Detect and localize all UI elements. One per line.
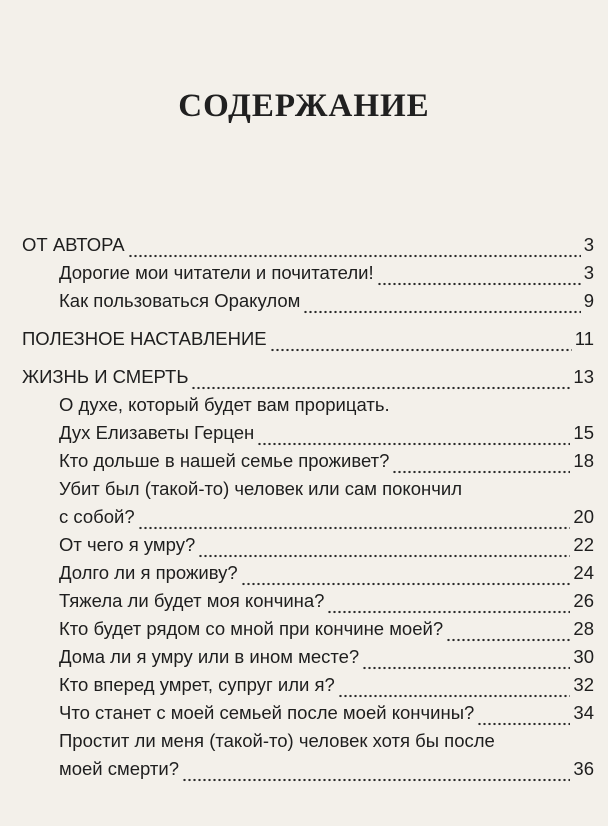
- dot-leader: [446, 621, 570, 643]
- dot-leader: [327, 593, 570, 615]
- toc-entry[interactable]: [22, 643, 594, 671]
- toc-entry-text: Кто дольше в нашей семье проживет?: [59, 450, 390, 471]
- toc-page-number: 28: [573, 618, 594, 639]
- table-of-contents: [22, 231, 594, 783]
- toc-page-number: 24: [573, 562, 594, 583]
- dot-leader: [257, 425, 570, 447]
- dot-leader: [392, 453, 570, 475]
- toc-entry-text: ПОЛЕЗНОЕ НАСТАВЛЕНИЕ: [22, 328, 267, 349]
- dot-leader: [241, 565, 571, 587]
- dot-leader: [191, 369, 570, 391]
- toc-entry[interactable]: [22, 259, 594, 287]
- toc-entry-text-line: Простит ли меня (такой-то) человек хотя бы после: [59, 730, 495, 751]
- toc-entry-section[interactable]: [22, 231, 594, 259]
- dot-leader: [128, 237, 581, 259]
- toc-entry-text-line: Убит был (такой-то) человек или сам покончил: [59, 478, 462, 499]
- toc-page-number: 15: [573, 422, 594, 443]
- toc-entry-text: Долго ли я проживу?: [59, 562, 238, 583]
- dot-leader: [377, 265, 581, 287]
- toc-entry-text: моей смерти?: [59, 758, 180, 779]
- section-gap: [22, 353, 594, 363]
- toc-page-number: 34: [573, 702, 594, 723]
- toc-entry-text: с собой?: [59, 506, 135, 527]
- toc-entry[interactable]: [22, 755, 594, 783]
- toc-entry[interactable]: [22, 447, 594, 475]
- toc-entry-text: Кто будет рядом со мной при кончине моей?: [59, 618, 444, 639]
- toc-page-number: 22: [573, 534, 594, 555]
- toc-page-number: 13: [573, 366, 594, 387]
- toc-entry-text: ОТ АВТОРА: [22, 234, 125, 255]
- page-title: СОДЕРЖАНИЕ: [178, 88, 430, 124]
- toc-entry[interactable]: [22, 287, 594, 315]
- toc-page-number: 32: [573, 674, 594, 695]
- toc-entry[interactable]: [22, 559, 594, 587]
- dot-leader: [362, 649, 570, 671]
- toc-entry-text: Дома ли я умру или в ином месте?: [59, 646, 360, 667]
- toc-page-number: 30: [573, 646, 594, 667]
- dot-leader: [138, 509, 571, 531]
- toc-entry-text: Кто вперед умрет, супруг или я?: [59, 674, 335, 695]
- toc-page-number: 26: [573, 590, 594, 611]
- toc-page-number: 3: [583, 262, 594, 283]
- toc-entry[interactable]: [22, 531, 594, 559]
- toc-page-number: 20: [573, 506, 594, 527]
- dot-leader: [303, 293, 580, 315]
- toc-entry-text: Тяжела ли будет моя кончина?: [59, 590, 325, 611]
- toc-entry-text: ЖИЗНЬ И СМЕРТЬ: [22, 366, 189, 387]
- toc-page-number: 9: [583, 290, 594, 311]
- toc-entry[interactable]: [22, 671, 594, 699]
- section-gap: [22, 315, 594, 325]
- toc-entry-text: Дорогие мои читатели и почитатели!: [59, 262, 374, 283]
- toc-entry-text: От чего я умру?: [59, 534, 196, 555]
- dot-leader: [182, 761, 570, 783]
- toc-page-number: 18: [573, 450, 594, 471]
- toc-page-number: 3: [583, 234, 594, 255]
- toc-entry[interactable]: [22, 699, 594, 727]
- toc-entry[interactable]: [22, 503, 594, 531]
- toc-entry-section[interactable]: [22, 363, 594, 391]
- dot-leader: [338, 677, 571, 699]
- toc-entry-text: Как пользоваться Оракулом: [59, 290, 301, 311]
- dot-leader: [270, 331, 572, 353]
- toc-entry[interactable]: [22, 419, 594, 447]
- dot-leader: [477, 705, 570, 727]
- toc-entry[interactable]: [22, 587, 594, 615]
- toc-entry-text: Дух Елизаветы Герцен: [59, 422, 255, 443]
- toc-entry-text: Что станет с моей семьей после моей кончины?: [59, 702, 475, 723]
- toc-page-number: 11: [574, 328, 594, 349]
- toc-entry-section[interactable]: [22, 325, 594, 353]
- toc-page-number: 36: [573, 758, 594, 779]
- toc-entry-text-line: О духе, который будет вам прорицать.: [59, 394, 390, 415]
- toc-entry[interactable]: [22, 615, 594, 643]
- dot-leader: [198, 537, 570, 559]
